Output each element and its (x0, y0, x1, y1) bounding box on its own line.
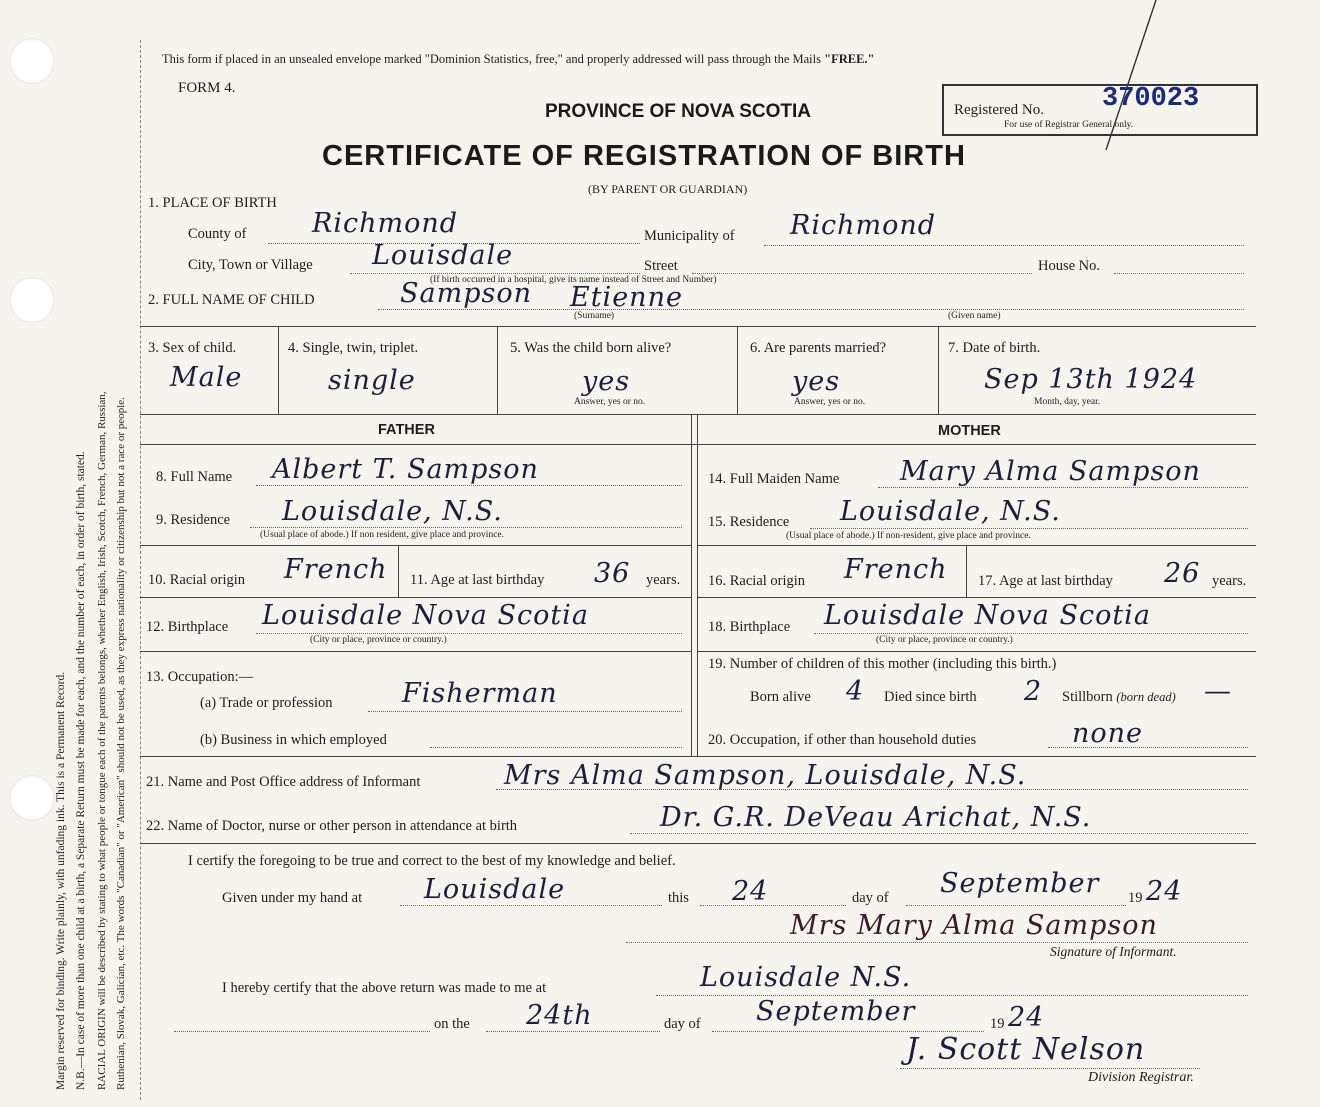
divider-mother-age (966, 545, 967, 597)
father-race-value: French (284, 554, 388, 585)
rule-father-1 (140, 545, 691, 546)
registrar-note: For use of Registrar General only. (1004, 120, 1134, 130)
street-rule (692, 273, 1032, 274)
dob-caption: Month, day, year. (1034, 397, 1101, 407)
stillborn-value: — (1204, 676, 1232, 707)
rule-mother-3 (697, 651, 1256, 652)
street-label: Street (644, 258, 678, 274)
father-age-value: 36 (594, 558, 631, 589)
father-residence-rule (250, 527, 682, 528)
county-label: County of (188, 226, 247, 242)
registrar-year: 24 (1008, 1002, 1045, 1033)
house-label: House No. (1038, 258, 1101, 274)
business-label: (b) Business in which employed (200, 732, 387, 748)
registered-value: 370023 (1102, 84, 1200, 114)
divider-father-age (398, 545, 399, 597)
trade-rule (368, 711, 682, 712)
mother-birthplace-label: 18. Birthplace (708, 619, 791, 635)
given-caption: (Given name) (948, 311, 1001, 321)
binding-hole-bottom (9, 775, 55, 821)
mother-age-label: 17. Age at last birthday (978, 573, 1113, 589)
father-birthplace-label: 12. Birthplace (146, 619, 229, 635)
born-alive-count-label: Born alive (750, 689, 811, 705)
registrar-caption: Division Registrar. (1088, 1070, 1194, 1085)
died-label: Died since birth (884, 689, 977, 705)
binding-hole-top (9, 38, 55, 84)
father-birthplace-rule (256, 633, 682, 634)
mother-race-value: French (844, 554, 948, 585)
registrar-place-rule (656, 995, 1248, 996)
city-label: City, Town or Village (188, 257, 313, 273)
rule-mother-2 (697, 597, 1256, 598)
divider-plurality (497, 326, 498, 414)
father-residence-value: Louisdale, N.S. (282, 496, 503, 527)
registrar-year-prefix: 19 (990, 1016, 1005, 1032)
postal-note-text: This form if placed in an unsealed envelope marked "Dominion Statistics, free," and properly addressed will pass through the Mails (162, 52, 821, 66)
on-the-leading-rule (174, 1031, 430, 1032)
mother-race-label: 16. Racial origin (708, 573, 806, 589)
mother-name-rule (878, 487, 1248, 488)
father-name-label: 8. Full Name (156, 469, 233, 485)
municipality-label: Municipality of (644, 228, 735, 244)
county-value: Richmond (312, 208, 459, 239)
mother-occupation-label: 20. Occupation, if other than household duties (708, 732, 977, 748)
child-given-name: Etienne (570, 282, 683, 313)
on-the-label: on the (434, 1016, 470, 1032)
mother-birthplace-value: Louisdale Nova Scotia (824, 600, 1151, 631)
given-day: 24 (732, 876, 769, 907)
child-name-label: 2. FULL NAME OF CHILD (148, 292, 315, 308)
margin-note-multiple-births: N.B.—In case of more than one child at a birth, a Separate Return must be made for each, and the number of each, in order of birth, stated. (75, 451, 87, 1090)
plurality-value: single (328, 365, 416, 396)
father-age-label: 11. Age at last birthday (410, 572, 545, 588)
informant-rule (496, 789, 1248, 790)
parents-married-value: yes (792, 366, 841, 397)
given-place-rule (400, 905, 662, 906)
surname-caption: (Surname) (574, 311, 615, 321)
born-alive-value: yes (582, 366, 631, 397)
born-alive-label: 5. Was the child born alive? (510, 340, 672, 356)
margin-rule (140, 40, 141, 1100)
dob-value: Sep 13th 1924 (984, 364, 1198, 395)
mother-residence-label: 15. Residence (708, 514, 790, 530)
registrar-month: September (756, 996, 916, 1027)
mother-occupation-value: none (1072, 718, 1144, 749)
father-name-value: Albert T. Sampson (272, 454, 539, 485)
mother-age-years: years. (1212, 573, 1247, 589)
informant-signature-rule (626, 942, 1248, 943)
informant-signature-caption: Signature of Informant. (1050, 944, 1177, 959)
registrar-signature-rule (900, 1068, 1200, 1069)
rule-above-row3 (140, 326, 1256, 327)
form-number: FORM 4. (178, 80, 236, 96)
stillborn-text: Stillborn (1062, 689, 1113, 705)
certificate-title: CERTIFICATE OF REGISTRATION OF BIRTH (322, 140, 966, 172)
given-year-prefix: 19 (1128, 890, 1143, 906)
municipality-rule (764, 245, 1244, 246)
day-of-label: day of (852, 890, 889, 906)
mother-heading: MOTHER (938, 423, 1001, 439)
plurality-label: 4. Single, twin, triplet. (288, 340, 419, 356)
binding-hole-middle (9, 277, 55, 323)
registered-label: Registered No. (954, 102, 1044, 118)
divider-married (938, 326, 939, 414)
margin-note-racial-origin-cont: Ruthenian, Slovak, Galician, etc. The words "Canadian" or "American" should not be used, as they express nationality or citizenship but not a race or people. (115, 397, 127, 1090)
child-surname: Sampson (400, 278, 532, 309)
postal-free: "FREE." (824, 52, 875, 66)
sex-label: 3. Sex of child. (148, 340, 237, 356)
city-value: Louisdale (372, 240, 514, 271)
children-label: 19. Number of children of this mother (including this birth.) (708, 656, 1057, 672)
parents-married-caption: Answer, yes or no. (794, 397, 866, 407)
informant-signature: Mrs Mary Alma Sampson (790, 910, 1158, 941)
mother-residence-value: Louisdale, N.S. (840, 496, 1061, 527)
hospital-note: (If birth occurred in a hospital, give its name instead of Street and Number) (430, 275, 717, 285)
mother-name-label: 14. Full Maiden Name (708, 471, 840, 487)
doctor-rule (630, 833, 1248, 834)
mother-birthplace-rule (814, 633, 1248, 634)
house-rule (1114, 273, 1244, 274)
rule-below-row3 (140, 414, 1256, 415)
father-heading: FATHER (378, 422, 435, 438)
rule-father-2 (140, 597, 691, 598)
given-month: September (940, 868, 1100, 899)
doctor-label: 22. Name of Doctor, nurse or other person in attendance at birth (146, 818, 518, 834)
father-name-rule (256, 485, 682, 486)
given-month-rule (906, 905, 1126, 906)
margin-note-binding: Margin reserved for binding. Write plainly, with unfading ink. This is a Permanent Record. (55, 671, 67, 1090)
father-race-label: 10. Racial origin (148, 572, 246, 588)
business-rule (430, 747, 682, 748)
mother-age-value: 26 (1164, 558, 1201, 589)
informant-value: Mrs Alma Sampson, Louisdale, N.S. (504, 760, 1027, 791)
dob-label: 7. Date of birth. (948, 340, 1041, 356)
given-under-label: Given under my hand at (222, 890, 363, 906)
trade-value: Fisherman (402, 678, 558, 709)
registrar-signature: J. Scott Nelson (906, 1032, 1146, 1067)
divider-sex (278, 326, 279, 414)
pencil-stroke (1100, 0, 1160, 160)
certificate-subtitle: (BY PARENT OR GUARDIAN) (588, 182, 748, 196)
given-place: Louisdale (424, 874, 566, 905)
father-residence-caption: (Usual place of abode.) If non resident, give place and province. (260, 530, 504, 540)
given-year: 24 (1146, 876, 1183, 907)
rule-parents-top (140, 444, 1256, 445)
divider-alive (737, 326, 738, 414)
center-divider-a (691, 414, 692, 756)
mother-name-value: Mary Alma Sampson (900, 456, 1201, 487)
child-name-rule (378, 309, 1244, 310)
father-age-years: years. (646, 572, 681, 588)
mother-residence-rule (810, 528, 1248, 529)
registrar-place: Louisdale N.S. (700, 962, 912, 993)
this-label: this (668, 890, 689, 906)
born-alive-caption: Answer, yes or no. (574, 397, 646, 407)
rule-above-certification (140, 843, 1256, 844)
sex-value: Male (170, 362, 243, 393)
trade-label: (a) Trade or profession (200, 695, 333, 711)
occupation-label: 13. Occupation:— (146, 669, 254, 685)
province-heading: PROVINCE OF NOVA SCOTIA (545, 101, 812, 122)
mother-residence-caption: (Usual place of abode.) If non-resident, give place and province. (786, 531, 1031, 541)
city-rule (350, 273, 640, 274)
margin-note-racial-origin: RACIAL ORIGIN will be described by stating to what people or tongue each of the parents belongs, whether English, Irish, Scotch, French, German, Russian, (96, 391, 108, 1090)
mother-birthplace-caption: (City or place, province or country.) (876, 635, 1013, 645)
stillborn-label (1062, 689, 1176, 706)
doctor-value: Dr. G.R. DeVeau Arichat, N.S. (660, 802, 1092, 833)
informant-label: 21. Name and Post Office address of Informant (146, 774, 421, 790)
given-day-rule (700, 905, 846, 906)
registrar-statement: I hereby certify that the above return was made to me at (222, 980, 547, 996)
stillborn-caption: (born dead) (1116, 690, 1176, 704)
registrar-day: 24th (526, 1000, 593, 1031)
rule-father-3 (140, 651, 691, 652)
place-of-birth-label: 1. PLACE OF BIRTH (148, 195, 277, 211)
father-birthplace-value: Louisdale Nova Scotia (262, 600, 589, 631)
registrar-day-rule (486, 1031, 660, 1032)
mother-occupation-rule (1048, 747, 1248, 748)
born-alive-count-value: 4 (846, 676, 865, 707)
postal-note (162, 52, 874, 67)
father-birthplace-caption: (City or place, province or country.) (310, 635, 447, 645)
died-value: 2 (1024, 676, 1043, 707)
father-residence-label: 9. Residence (156, 512, 231, 528)
center-divider-b (697, 414, 698, 756)
rule-below-parents (140, 756, 1256, 757)
rule-mother-1 (697, 545, 1256, 546)
municipality-value: Richmond (790, 210, 937, 241)
certification-statement: I certify the foregoing to be true and correct to the best of my knowledge and belief. (188, 853, 676, 869)
parents-married-label: 6. Are parents married? (750, 340, 887, 356)
registrar-day-of-label: day of (664, 1016, 701, 1032)
